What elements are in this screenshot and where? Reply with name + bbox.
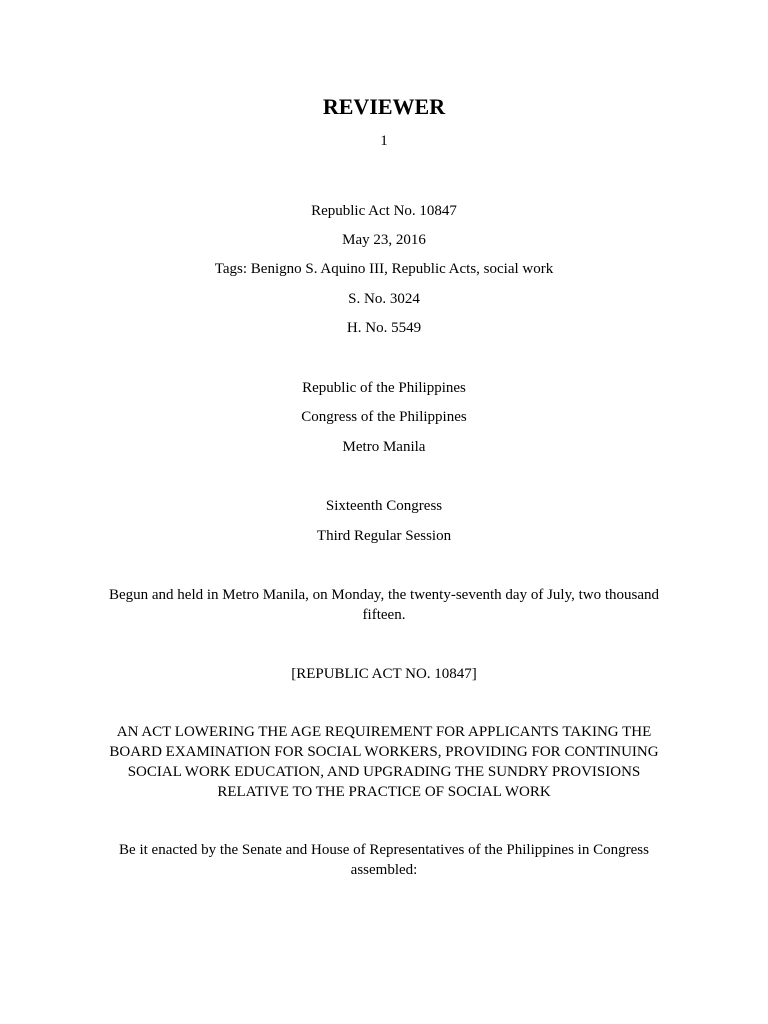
act-date: May 23, 2016 [342,232,426,248]
enacting-clause: Be it enacted by the Senate and House of Representatives of the Philippines in Congress assembled: [119,842,649,878]
begun-statement: Begun and held in Metro Manila, on Monday, the twenty-seventh day of July, two thousand fifteen. [108,587,660,623]
act-heading: [REPUBLIC ACT NO. 10847] [291,666,477,682]
congress-name: Congress of the Philippines [301,409,467,425]
act-title: AN ACT LOWERING THE AGE REQUIREMENT FOR APPLICANTS TAKING THE BOARD EXAMINATION FOR SOCIAL WORKERS, PROVIDING FOR CONTINUING SOCIAL WORK EDUCATION, AND UPGRADING THE SUNDRY PROVISIONS RELATIVE TO THE PRACTICE OF SOCIAL WORK [109,724,659,800]
republic-name: Republic of the Philippines [302,380,466,396]
session-name: Third Regular Session [316,528,452,544]
act-number: Republic Act No. 10847 [311,203,457,219]
senate-bill-number: S. No. 3024 [348,291,420,307]
congress-number: Sixteenth Congress [325,498,443,514]
house-bill-number: H. No. 5549 [346,320,422,336]
page-number: 1 [380,133,388,149]
location: Metro Manila [342,439,426,455]
act-tags: Tags: Benigno S. Aquino III, Republic Acts, social work [214,261,554,277]
document-title: REVIEWER [322,94,446,119]
